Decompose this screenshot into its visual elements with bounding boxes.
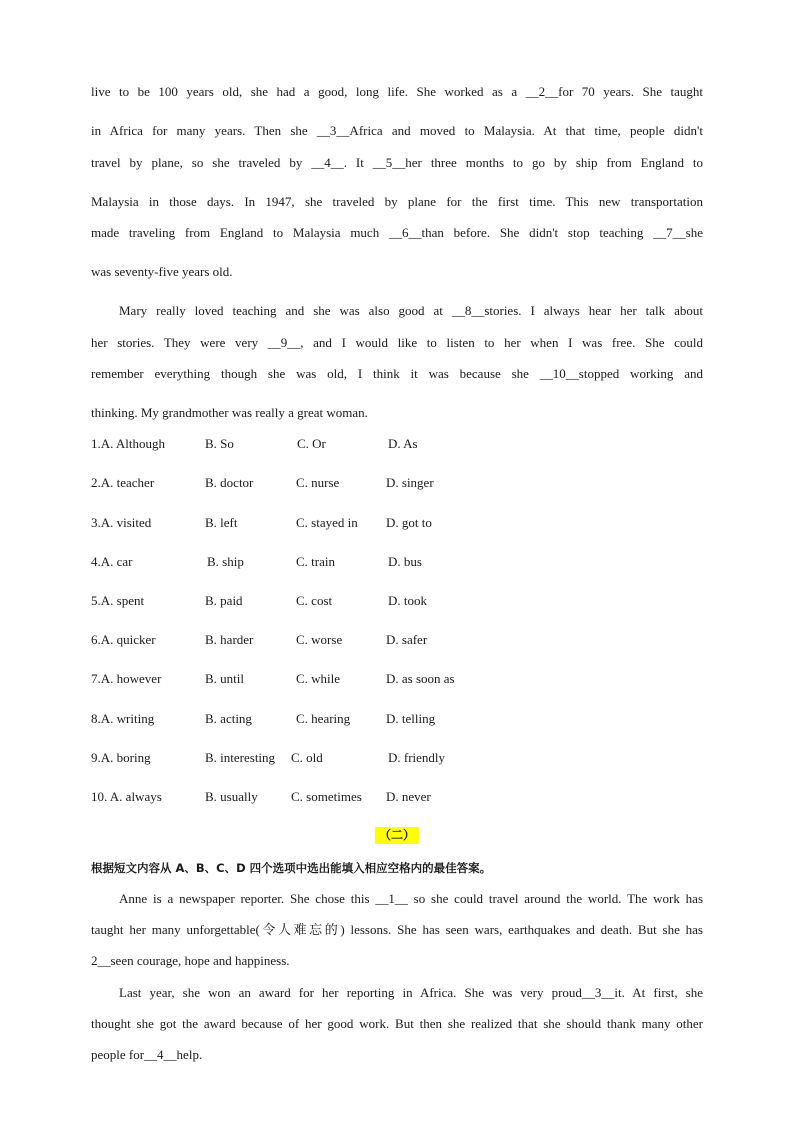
passage-line: thought she got the award because of her good work. But then she realized that she should thank many other [91,1016,703,1031]
section-instruction: 根据短文内容从 A、B、C、D 四个选项中选出能填入相应空格内的最佳答案。 [91,861,492,875]
option-b: B. ship [207,554,244,569]
option-a: 1.A. Although [91,436,166,451]
option-b: B. paid [205,593,243,608]
option-c: C. old [291,750,323,765]
passage-line: taught her many unforgettable(令人难忘的) lessons. She has seen wars, earthquakes and death. But she has [91,922,703,937]
option-b: B. left [205,515,238,530]
option-c: C. while [296,671,341,686]
option-a: 3.A. visited [91,515,152,530]
question-options [91,436,703,452]
passage-line: remember everything though she was old, I think it was because she __10__stopped working and [91,366,703,381]
option-a: 9.A. boring [91,750,151,765]
passage-line: people for__4__help. [91,1047,203,1062]
option-c: C. hearing [296,711,351,726]
option-d: D. friendly [388,750,446,765]
passage-line: live to be 100 years old, she had a good, long life. She worked as a __2__for 70 years. She taught [91,84,703,99]
option-a: 5.A. spent [91,593,145,608]
option-d: D. safer [386,632,428,647]
option-d: D. As [388,436,418,451]
question-options [91,593,703,609]
option-d: D. bus [388,554,422,569]
option-b: B. usually [205,789,258,804]
passage-line: Mary really loved teaching and she was also good at __8__stories. I always hear her talk about [119,303,703,318]
passage-line: Anne is a newspaper reporter. She chose this __1__ so she could travel around the world. The work has [119,891,703,906]
option-d: D. telling [386,711,436,726]
option-d: D. as soon as [386,671,455,686]
option-c: C. worse [296,632,343,647]
option-d: D. never [386,789,431,804]
passage-line: in Africa for many years. Then she __3__Africa and moved to Malaysia. At that time, people didn't [91,123,703,138]
option-a: 10. A. always [91,789,162,804]
option-c: C. cost [296,593,333,608]
question-options [91,475,703,491]
option-b: B. doctor [205,475,254,490]
option-a: 6.A. quicker [91,632,156,647]
option-b: B. harder [205,632,254,647]
option-a: 8.A. writing [91,711,155,726]
question-options [91,554,703,570]
question-options [91,789,703,805]
option-c: C. Or [297,436,326,451]
option-a: 4.A. car [91,554,133,569]
option-a: 7.A. however [91,671,162,686]
section-title: （二） [375,827,419,844]
option-b: B. interesting [205,750,276,765]
passage-line: 2__seen courage, hope and happiness. [91,953,290,968]
passage-line: thinking. My grandmother was really a great woman. [91,405,368,420]
question-options [91,671,703,687]
option-b: B. until [205,671,245,686]
option-b: B. acting [205,711,252,726]
passage-line: Last year, she won an award for her reporting in Africa. She was very proud__3__it. At first, she [119,985,703,1000]
option-d: D. got to [386,515,432,530]
question-options [91,632,703,648]
question-options [91,515,703,531]
option-c: C. stayed in [296,515,358,530]
passage-line: travel by plane, so she traveled by __4__. It __5__her three months to go by ship from England to [91,155,703,170]
option-b: B. So [205,436,234,451]
passage-line: her stories. They were very __9__, and I would like to listen to her when I was free. She could [91,335,703,350]
option-d: D. took [388,593,427,608]
option-a: 2.A. teacher [91,475,155,490]
option-c: C. sometimes [291,789,362,804]
passage-line: made traveling from England to Malaysia much __6__than before. She didn't stop teaching __7__she [91,225,703,240]
question-options [91,750,703,766]
question-options [91,711,703,727]
passage-line: Malaysia in those days. In 1947, she traveled by plane for the first time. This new transportation [91,194,703,209]
option-c: C. train [296,554,335,569]
passage-line: was seventy-five years old. [91,264,233,279]
option-c: C. nurse [296,475,340,490]
option-d: D. singer [386,475,434,490]
